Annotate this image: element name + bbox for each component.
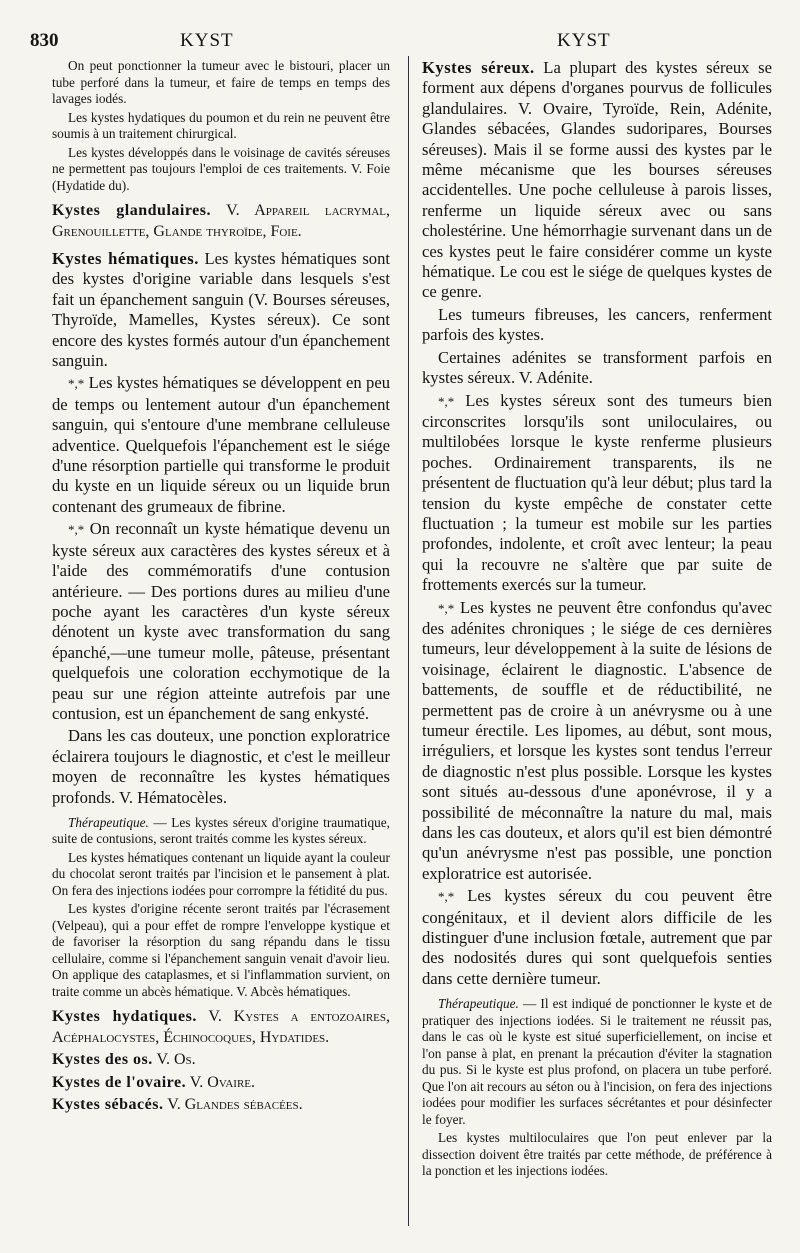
paragraph: Les kystes hématiques contenant un liquide ayant la couleur du chocolat seront traités par l'incision et le pansement à plat. On fera des injections iodées pour corrompre la fétidité du pus.: [52, 849, 390, 898]
entry-headword: Kystes glandulaires.: [52, 202, 211, 219]
dictionary-entry: [52, 201, 390, 242]
page-number: 830: [30, 30, 59, 51]
section-label: Thérapeutique.: [438, 996, 519, 1012]
entry-headword: Kystes sébacés.: [52, 1096, 164, 1114]
entry-headword: Kystes de l'ovaire.: [52, 1073, 187, 1091]
paragraph: Les kystes d'origine récente seront traités par l'écrasement (Velpeau), qui a pour effet de rompre l'enveloppe kystique et de favoriser la résorption du sang répandu dans le tissu cellulaire, comme si l'épanchement sanguin venait d'avoir lieu. On applique des cataplasmes, et si l'inflammation survient, on traite comme un abcès hématique. V. Abcès hématiques.: [52, 901, 390, 999]
entry-body: V. Glandes sébacées.: [163, 1096, 303, 1114]
paragraph: Dans les cas douteux, une ponction exploratrice éclairera toujours le diagnostic, et c'est le meilleur moyen de reconnaître les kystes hématiques profonds. V. Hématocèles.: [52, 726, 390, 807]
entry-headword: Kystes hydatiques.: [52, 1008, 197, 1026]
dictionary-entry: [52, 1007, 390, 1048]
therapeutics-paragraph: Thérapeutique. — Il est indiqué de ponctionner le kyste et de pratiquer des injections iodées. Si le traitement ne réussit pas, dans le cas où le kyste est situé superficiellement, on incise et l'on panse à plat, en prenant la précaution d'éviter la stagnation du pus. Si le kyste est plus profond, on placera un tube perforé. Que l'on ait recours au séton ou à l'incision, on fera des injections iodées pour modifier les surfaces sécrétantes et pour désinfecter le foyer.: [422, 996, 772, 1127]
dictionary-entry: [52, 1050, 390, 1071]
paragraph: Les kystes multiloculaires que l'on peut enlever par la dissection doivent être traités par cette méthode, de préférence à la ponction et les injections iodées.: [422, 1130, 772, 1179]
entry-body: V. Kystes a entozoaires, Acéphalocystes, Échinocoques, Hydatides.: [52, 1008, 390, 1046]
dictionary-entry: [52, 1095, 390, 1116]
entry-body: V. Ovaire.: [186, 1073, 256, 1091]
entry-body: V. Os.: [152, 1051, 196, 1069]
paragraph: Les kystes développés dans le voisinage de cavités séreuses ne permettent pas toujours l'emploi de ces traitements. V. Foie (Hydatide du).: [52, 144, 390, 193]
left-column: [52, 58, 390, 1238]
dictionary-entry: [422, 58, 772, 303]
paragraph: *,* On reconnaît un kyste hématique devenu un kyste séreux aux caractères des kystes séreux et à l'aide des commémoratifs d'une contusion antérieure. — Des portions dures au milieu d'une poche ayant les caractères d'un kyste séreux dénotent un kyste avec transformation du sang épanché,—une tumeur molle, pâteuse, présentant quelquefois une coloration ecchymotique de la peau sur une région atteinte autrefois par une contusion, est un épanchement de sang enkysté.: [52, 519, 390, 723]
therapeutics-paragraph: Thérapeutique. — Les kystes séreux d'origine traumatique, suite de contusions, seront traités comme les kystes séreux.: [52, 814, 390, 847]
paragraph: *,* Les kystes séreux sont des tumeurs bien circonscrites lorsqu'ils sont uniloculaires, ou multilobées lorsque le kyste renferme plusieurs poches. Ordinairement transparents, ils ne présentent de fluctuation qu'à leur début; plus tard la tension du kyste empêche de constater cette fluctuation ; la tumeur est mobile sur les parties profondes, indolente, et croît avec lenteur; la peau qui la recouvre ne s'altère que par suite de frottements exercés sur la tumeur.: [422, 390, 772, 595]
asterism: *,*: [438, 889, 455, 905]
entry-body: Les kystes hématiques sont des kystes d'origine variable dans lesquels s'est fait un épanchement sanguin (V. Bourses séreuses, Thyroïde, Mamelles, Kystes séreux). Ce sont encore des kystes formés autour d'un épanchement sanguin.: [52, 249, 390, 371]
paragraph: *,* Les kystes ne peuvent être confondus qu'avec des adénites chroniques ; le siége de ces dernières tumeurs, leur développement à la suite de lésions de voisinage, éclairent le diagnostic. L'absence de battements, de souffle et de réductibilité, ne permettent pas de croire à un anévrysme ou à une tumeur érectile. Les lipomes, au début, sont mous, irréguliers, et lorsque les kystes sont tendus l'erreur de diagnostic n'est plus possible. Lorsque les kystes sont situés au-dessous d'une aponévrose, il y a possibilité de méconnaître la nature du mal, mais dans les cas douteux, et alors qu'il est bien démontré qu'un anévrysme n'est pas possible, une ponction exploratrice est autorisée.: [422, 597, 772, 883]
running-head: [30, 30, 772, 56]
entry-body: La plupart des kystes séreux se forment aux dépens d'organes pourvus de follicules glandulaires. V. Ovaire, Tyroïde, Rein, Adénite, Glandes sébacées, Glandes sudoripares, Bourses séreuses). Mais il se forme aussi des kystes par le même mécanisme que les bourses séreuses accidentelles. Une poche celluleuse à parois lisses, renferme un liquide séreux avec ou sans cholestérine. Une hémorrhagie survenant dans un de ces kystes peut le faire considérer comme un kyste hématique. Le cou est le siége de quelques kystes de ce genre.: [422, 58, 772, 302]
right-column: [422, 58, 772, 1238]
paragraph: On peut ponctionner la tumeur avec le bistouri, placer un tube perforé dans la tumeur, et faire de temps en temps des lavages iodés.: [52, 58, 390, 106]
entry-body: V. Appareil lacrymal, Grenouillette, Glande thyroïde, Foie.: [52, 202, 390, 240]
dictionary-entry: [52, 249, 390, 371]
paragraph: *,* Les kystes hématiques se développent en peu de temps ou lentement autour d'un épanchement sanguin, qui s'entoure d'une membrane celluleuse adventice. Quelquefois l'épanchement est le siége d'une résorption partielle qui transforme le produit du kyste en un liquide séreux ou un liquide brun contenant des grumeaux de fibrine.: [52, 373, 390, 516]
running-title-right: KYST: [557, 30, 611, 51]
asterism: *,*: [438, 393, 455, 409]
paragraph: Les tumeurs fibreuses, les cancers, renferment parfois des kystes.: [422, 304, 772, 345]
section-label: Thérapeutique.: [68, 814, 149, 830]
column-divider: [408, 56, 409, 1226]
paragraph: *,* Les kystes séreux du cou peuvent être congénitaux, et il devient alors difficile de les distinguer d'une inclusion fœtale, autrement que par des nodosités dures qui sont quelquefois senties dans cette dernière tumeur.: [422, 886, 772, 988]
paragraph: Certaines adénites se transforment parfois en kystes séreux. V. Adénite.: [422, 347, 772, 388]
dictionary-entry: [52, 1073, 390, 1094]
paragraph: Les kystes hydatiques du poumon et du rein ne peuvent être soumis à un traitement chirurgical.: [52, 109, 390, 141]
entry-headword: Kystes hématiques.: [52, 249, 199, 268]
asterism: *,*: [438, 600, 455, 616]
entry-headword: Kystes séreux.: [422, 58, 535, 77]
asterism: *,*: [68, 522, 85, 538]
running-title-left: KYST: [180, 30, 234, 51]
asterism: *,*: [68, 376, 85, 392]
entry-headword: Kystes des os.: [52, 1051, 153, 1069]
